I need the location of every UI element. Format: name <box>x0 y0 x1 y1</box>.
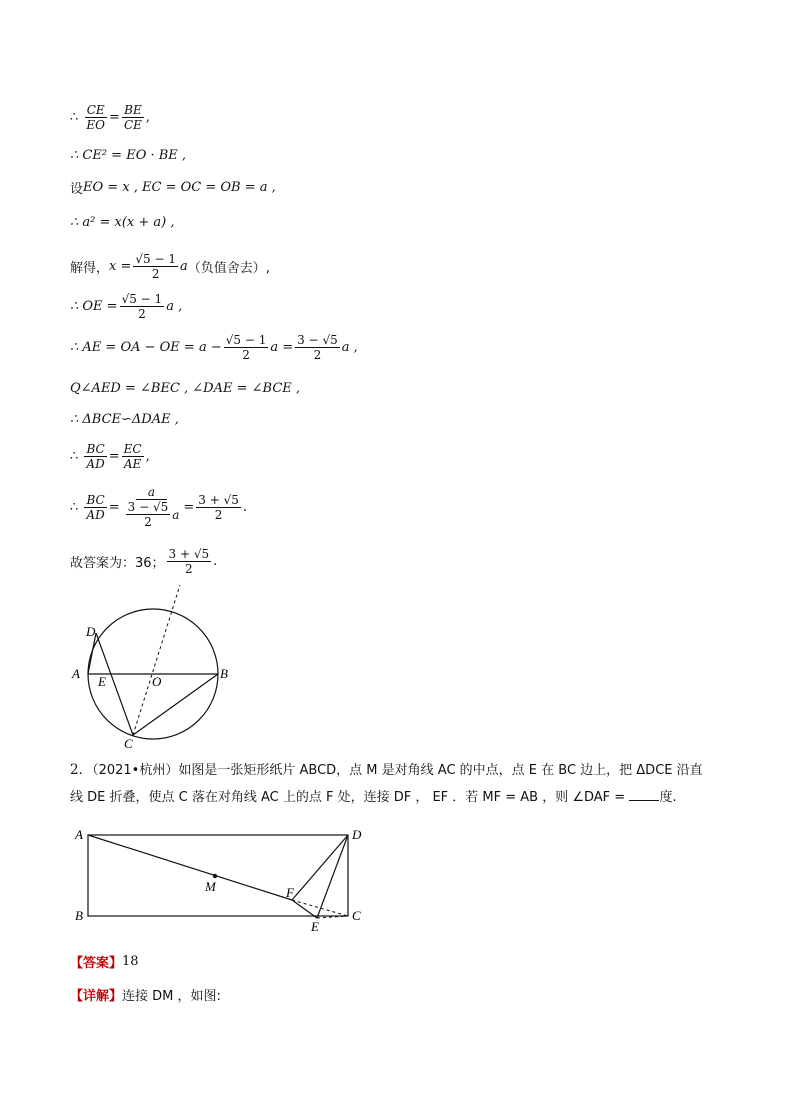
segment-ad <box>88 633 96 674</box>
fraction-3-plus-sqrt5-over-2 <box>196 493 241 522</box>
therefore-symbol: ∴ <box>70 110 79 125</box>
denominator <box>122 500 182 529</box>
comma: , <box>145 110 151 125</box>
numerator: √5 − 1 <box>225 333 267 347</box>
numerator: 3 − √5 <box>297 333 338 347</box>
equation-text: EO = x , EC = OC = OB = a , <box>83 180 276 195</box>
equation-text: ∴ a² = x(x + a) , <box>70 215 175 230</box>
line-solve-x <box>70 252 270 281</box>
label-d: D <box>86 624 96 639</box>
line-final-answer <box>70 547 217 576</box>
label-a: A <box>75 827 83 842</box>
fraction-sqrt5-minus-1-over-2 <box>120 292 165 321</box>
answer-line <box>70 952 139 971</box>
problem-source: （2021•杭州） <box>92 763 179 778</box>
problem-number: 2． <box>70 762 93 778</box>
numerator: 3 + √5 <box>168 547 210 561</box>
equation-tail: a , <box>166 299 183 314</box>
segment-cb <box>133 674 218 735</box>
negative-discarded-note: （负值舍去）, <box>187 261 270 276</box>
inner-denominator: 2 <box>144 515 152 529</box>
denominator: 2 <box>242 348 250 362</box>
variable-a: a <box>172 507 180 522</box>
equals-sign: = <box>183 499 195 515</box>
inner-fraction <box>126 500 171 529</box>
equals-sign: = <box>108 449 120 464</box>
let-prefix: 设 <box>70 182 84 197</box>
line-bc-ad-ratio <box>70 442 150 471</box>
denominator: 2 <box>185 562 193 576</box>
label-e: E <box>98 674 106 689</box>
problem-text-end: 度. <box>659 790 677 805</box>
segment-df <box>292 835 348 900</box>
fraction-3-plus-sqrt5-over-2 <box>167 547 212 576</box>
label-b: B <box>75 908 83 923</box>
denominator: 2 <box>138 307 146 321</box>
answer-tag: 【答案】 <box>70 956 123 971</box>
line-ce-squared <box>70 148 186 163</box>
numerator: √5 − 1 <box>121 292 163 306</box>
fraction-sqrt5-minus-1-over-2 <box>224 333 269 362</box>
line-bc-ad-result <box>70 485 247 529</box>
label-a: A <box>72 666 80 681</box>
inner-numerator: 3 − √5 <box>127 500 169 514</box>
dashed-fc <box>292 900 348 916</box>
fraction-bc-over-ad <box>84 442 106 471</box>
line-ce-eo-ratio <box>70 103 150 132</box>
label-o: O <box>152 674 162 689</box>
period: . <box>213 554 218 569</box>
label-f: F <box>286 885 294 900</box>
line-ae <box>70 333 358 362</box>
equals-sign: = <box>109 110 120 125</box>
variable-a: a <box>179 259 188 274</box>
equation-text: ∴ CE² = EO · BE , <box>70 148 187 163</box>
equation-tail: a , <box>341 340 358 355</box>
detail-tag: 【详解】 <box>70 989 123 1004</box>
equation-lhs: ∴ OE = <box>70 299 118 314</box>
equation-lhs: x = <box>109 259 132 274</box>
label-e: E <box>311 919 319 934</box>
denominator: 2 <box>151 267 160 281</box>
numerator: BC <box>86 492 105 507</box>
problem-2-line-2 <box>70 784 730 811</box>
denominator: 2 <box>214 507 223 522</box>
problem-text-1: 如图是一张矩形纸片 ABCD，点 M 是对角线 AC 的中点，点 E 在 BC 边上，把 ΔDCE 沿直 <box>178 763 703 778</box>
label-c: C <box>352 908 361 923</box>
comma: , <box>145 449 150 464</box>
denominator: AE <box>123 457 142 471</box>
denominator: AD <box>86 507 105 522</box>
fraction-sqrt5-minus-1-over-2 <box>133 252 178 281</box>
answer-blank <box>629 788 659 801</box>
fraction-compound <box>122 485 182 529</box>
answer-prefix: 故答案为：36； <box>70 556 165 571</box>
line-let-eo-x <box>70 178 276 197</box>
denominator: AD <box>86 457 105 471</box>
fraction-3-minus-sqrt5-over-2 <box>295 333 340 362</box>
denominator: CE <box>123 118 142 132</box>
equation-text: Q∠AED = ∠BEC , ∠DAE = ∠BCE , <box>70 381 301 396</box>
numerator: CE <box>86 103 105 117</box>
period: . <box>242 499 248 515</box>
circle-figure <box>68 580 238 760</box>
line-similar-triangles <box>70 412 179 427</box>
detail-text: 连接 DM ，如图: <box>122 989 221 1004</box>
numerator: EC <box>123 442 142 456</box>
problem-2-line-1 <box>70 757 730 784</box>
fraction-ec-over-ae <box>122 442 144 471</box>
fraction-ce-over-eo <box>84 103 107 132</box>
fraction-be-over-ce <box>122 103 144 132</box>
equation-text: ∴ ΔBCE∽ΔDAE , <box>70 412 179 427</box>
detail-line <box>70 985 221 1004</box>
numerator: BC <box>86 442 105 456</box>
numerator: 3 + √5 <box>198 492 239 507</box>
answer-value: 18 <box>122 954 139 969</box>
segment-fe <box>292 900 317 918</box>
fraction-bc-over-ad <box>84 493 106 522</box>
problem-2 <box>70 757 730 811</box>
denominator: 2 <box>313 348 322 362</box>
numerator: a <box>136 485 167 500</box>
midpoint-m-dot <box>213 874 217 878</box>
numerator: √5 − 1 <box>135 252 176 266</box>
equals-sign: = <box>108 499 120 515</box>
equation-mid: a = <box>270 340 294 355</box>
segment-af <box>88 835 292 900</box>
segment-de <box>317 835 348 918</box>
denominator: EO <box>86 118 106 132</box>
therefore-symbol: ∴ <box>70 499 79 515</box>
problem-text-2: 线 DE 折叠，使点 C 落在对角线 AC 上的点 F 处，连接 DF ， EF ．若 MF = AB ，则 ∠DAF = <box>70 790 626 805</box>
label-d: D <box>352 827 362 842</box>
solve-prefix: 解得， <box>70 261 110 276</box>
therefore-symbol: ∴ <box>70 449 79 464</box>
equation-lhs: ∴ AE = OA − OE = a − <box>70 340 222 355</box>
label-b: B <box>220 666 228 681</box>
label-c: C <box>124 736 133 751</box>
rectangle-figure <box>72 825 372 935</box>
label-m: M <box>205 879 216 894</box>
line-angle-equalities <box>70 381 300 396</box>
line-a-squared <box>70 215 175 230</box>
numerator: BE <box>124 103 142 117</box>
line-oe <box>70 292 182 321</box>
dashed-line-co <box>133 585 180 735</box>
